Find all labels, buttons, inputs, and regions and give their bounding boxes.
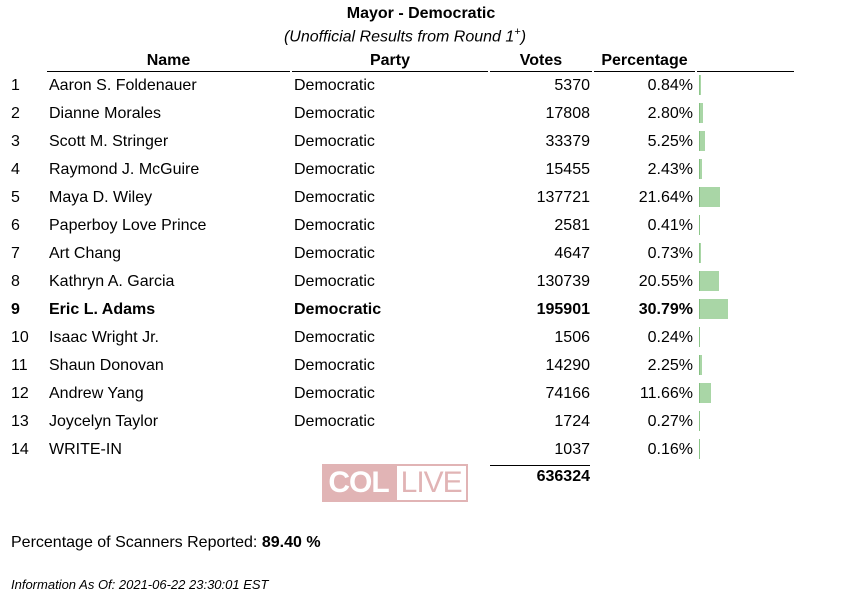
candidate-percentage: 0.16%	[647, 441, 693, 458]
percentage-bar	[699, 187, 720, 207]
row-number: 14	[11, 441, 29, 458]
candidate-party: Democratic	[294, 161, 375, 178]
percentage-bar	[699, 159, 702, 179]
column-header-party: Party	[292, 52, 488, 72]
candidate-party: Democratic	[294, 301, 382, 318]
candidate-name: Dianne Morales	[49, 105, 162, 122]
table-row	[0, 408, 842, 436]
percentage-bar	[699, 103, 703, 123]
candidate-party: Democratic	[294, 385, 375, 402]
candidate-votes: 1724	[554, 413, 590, 430]
candidate-percentage: 0.73%	[647, 245, 693, 262]
scanners-label: Percentage of Scanners Reported:	[11, 534, 258, 551]
candidate-votes: 33379	[545, 133, 590, 150]
percentage-bar	[699, 439, 700, 459]
total-votes: 636324	[536, 468, 590, 485]
candidate-votes: 4647	[554, 245, 590, 262]
candidate-party: Democratic	[294, 133, 375, 150]
watermark-right: LIVE	[395, 464, 468, 502]
table-row	[0, 380, 842, 408]
candidate-party: Democratic	[294, 189, 375, 206]
percentage-bar	[699, 75, 701, 95]
candidate-votes: 1037	[554, 441, 590, 458]
table-row	[0, 436, 842, 464]
candidate-votes: 14290	[545, 357, 590, 374]
candidate-percentage: 2.25%	[647, 357, 693, 374]
row-number: 11	[11, 357, 28, 374]
candidate-name: Raymond J. McGuire	[49, 161, 200, 178]
percentage-bar	[699, 243, 701, 263]
row-number: 1	[11, 77, 20, 94]
candidate-name: Isaac Wright Jr.	[49, 329, 159, 346]
table-row	[0, 324, 842, 352]
row-number: 13	[11, 413, 29, 430]
scanners-value: 89.40 %	[261, 534, 321, 551]
row-number: 9	[11, 301, 20, 318]
candidate-party: Democratic	[294, 357, 375, 374]
candidate-votes: 17808	[545, 105, 590, 122]
candidate-name: Aaron S. Foldenauer	[49, 77, 197, 94]
candidate-percentage: 0.27%	[647, 413, 693, 430]
watermark-logo	[320, 463, 470, 503]
candidate-name: Joycelyn Taylor	[49, 413, 159, 430]
watermark-left: COL	[322, 464, 394, 502]
candidate-name: Art Chang	[49, 245, 122, 262]
candidate-percentage: 30.79%	[638, 301, 693, 318]
candidate-votes: 130739	[536, 273, 590, 290]
percentage-bar	[699, 355, 702, 375]
subtitle-end: )	[520, 28, 527, 46]
row-number: 8	[11, 273, 20, 290]
column-header-bar	[697, 52, 794, 72]
candidate-name: Andrew Yang	[49, 385, 144, 402]
candidate-name: Eric L. Adams	[49, 301, 156, 318]
candidate-party: Democratic	[294, 105, 375, 122]
candidate-percentage: 0.24%	[647, 329, 693, 346]
candidate-name: Scott M. Stringer	[49, 133, 169, 150]
candidate-name: WRITE-IN	[49, 441, 122, 458]
table-row	[0, 128, 842, 156]
column-header-name: Name	[47, 52, 290, 72]
row-number: 12	[11, 385, 29, 402]
candidate-percentage: 0.41%	[647, 217, 693, 234]
candidate-votes: 15455	[545, 161, 590, 178]
row-number: 5	[11, 189, 20, 206]
candidate-percentage: 2.43%	[647, 161, 693, 178]
column-header-percentage: Percentage	[594, 52, 695, 72]
column-header-votes: Votes	[490, 52, 592, 72]
page-title: Mayor - Democratic	[346, 5, 496, 22]
candidate-name: Shaun Donovan	[49, 357, 164, 374]
percentage-bar	[699, 215, 700, 235]
candidate-percentage: 2.80%	[647, 105, 693, 122]
row-number: 3	[11, 133, 20, 150]
candidate-name: Maya D. Wiley	[49, 189, 153, 206]
candidate-party: Democratic	[294, 245, 375, 262]
candidate-party: Democratic	[294, 413, 375, 430]
percentage-bar	[699, 411, 700, 431]
table-row	[0, 240, 842, 268]
candidate-votes: 2581	[554, 217, 590, 234]
subtitle-text: (Unofficial Results from Round 1	[283, 28, 515, 46]
candidate-percentage: 11.66%	[639, 385, 693, 402]
candidate-votes: 74166	[545, 385, 590, 402]
page-subtitle	[0, 26, 810, 46]
subtitle-superscript: +	[514, 26, 521, 38]
candidate-party: Democratic	[294, 329, 375, 346]
candidate-percentage: 0.84%	[647, 77, 693, 94]
candidate-percentage: 20.55%	[638, 273, 693, 290]
candidate-party: Democratic	[294, 77, 375, 94]
candidate-votes: 137721	[536, 189, 590, 206]
row-number: 7	[11, 245, 20, 262]
row-number: 4	[11, 161, 20, 178]
percentage-bar	[699, 131, 705, 151]
candidate-percentage: 5.25%	[647, 133, 693, 150]
scanners-reported	[11, 534, 321, 552]
candidate-votes: 1506	[554, 329, 590, 346]
candidate-votes: 5370	[554, 77, 590, 94]
row-number: 2	[11, 105, 20, 122]
table-row	[0, 156, 842, 184]
total-divider	[490, 465, 590, 466]
table-row	[0, 352, 842, 380]
candidate-party: Democratic	[294, 217, 375, 234]
info-timestamp: Information As Of: 2021-06-22 23:30:01 EST	[11, 577, 269, 592]
percentage-bar	[699, 327, 700, 347]
candidate-name: Paperboy Love Prince	[49, 217, 207, 234]
percentage-bar	[699, 383, 711, 403]
candidate-percentage: 21.64%	[638, 189, 693, 206]
row-number: 10	[11, 329, 29, 346]
table-row	[0, 72, 842, 100]
table-row	[0, 184, 842, 212]
table-row	[0, 296, 842, 324]
candidate-party: Democratic	[294, 273, 375, 290]
table-row	[0, 268, 842, 296]
table-row	[0, 212, 842, 240]
table-row	[0, 100, 842, 128]
candidate-name: Kathryn A. Garcia	[49, 273, 175, 290]
candidate-votes: 195901	[536, 301, 590, 318]
row-number: 6	[11, 217, 20, 234]
percentage-bar	[699, 299, 728, 319]
percentage-bar	[699, 271, 719, 291]
